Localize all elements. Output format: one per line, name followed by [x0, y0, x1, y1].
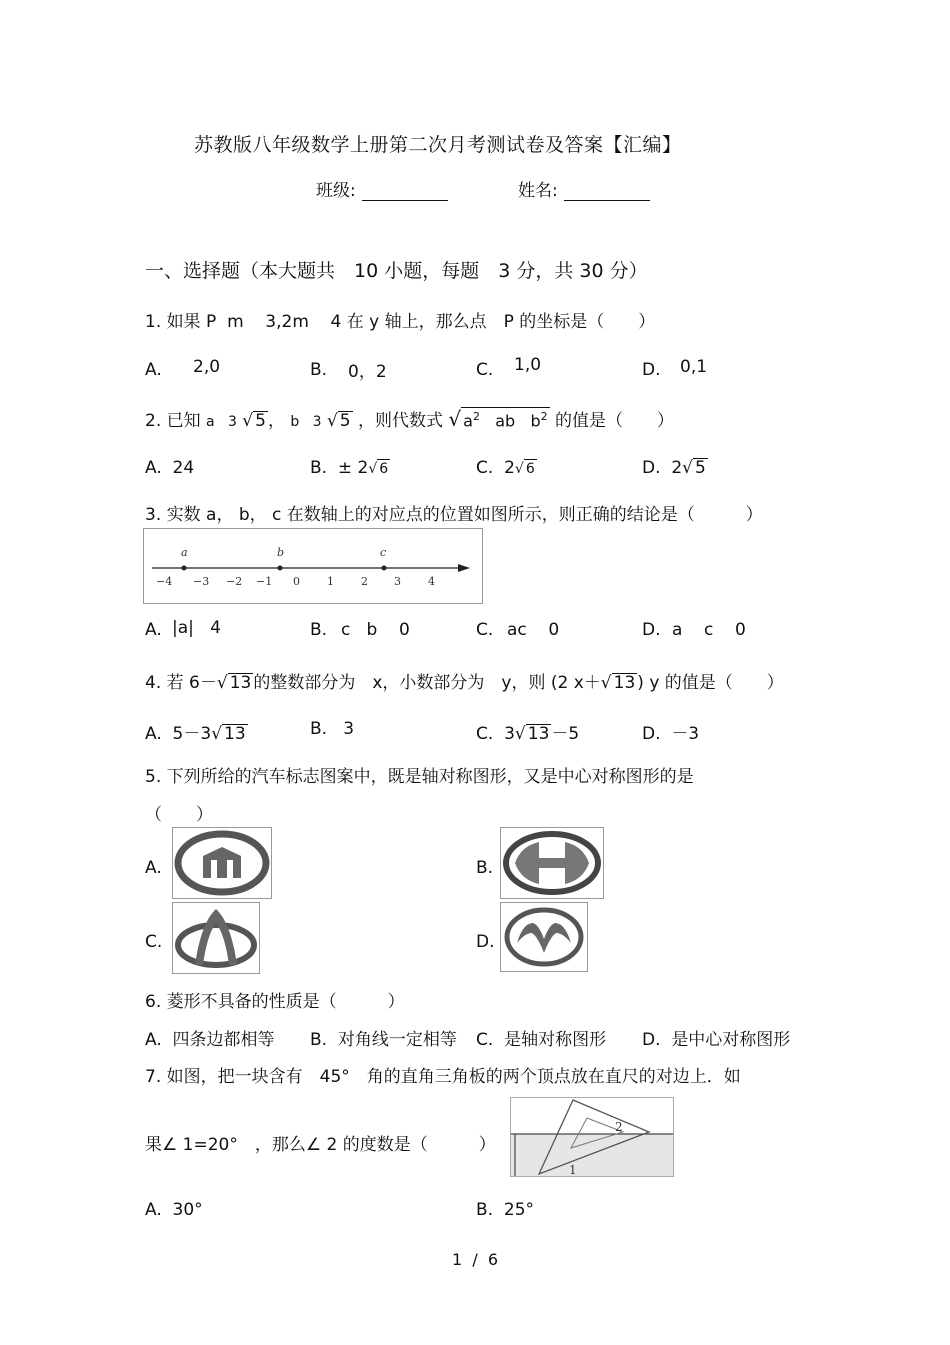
q3-option-c-value: ac 0 [507, 620, 560, 640]
tick-neg4: −4 [156, 575, 173, 588]
q6-option-c-label: C. [476, 1030, 494, 1050]
q6-option-b-label: B. [310, 1030, 328, 1050]
q7-option-b-label: B. [476, 1200, 494, 1220]
q4-option-c-post: －5 [551, 724, 580, 744]
q4-radicand-1: 13 [229, 673, 252, 693]
q6-option-c [476, 1025, 606, 1050]
q2-option-d-label: D. [642, 458, 661, 478]
q6-option-d-label: D. [642, 1030, 661, 1050]
q3-option-c-label: C. [476, 620, 494, 640]
q2-mid: ，则代数式 [358, 411, 444, 431]
q6-option-b-value: 对角线一定相等 [337, 1030, 457, 1050]
q1-option-c-value: 1,0 [514, 355, 542, 375]
q2-a-radicand: 5 [255, 411, 266, 431]
q2-expr-a: a [463, 411, 473, 430]
q4-option-d [642, 719, 699, 744]
q1-expr: P m 3,2m 4 [206, 312, 342, 332]
q2-option-b [310, 458, 390, 478]
q7-option-b-value: 25° [503, 1200, 535, 1220]
tick-neg1: −1 [256, 575, 273, 588]
name-label: 姓名: [518, 181, 558, 201]
number-line-svg [144, 529, 482, 603]
q4-option-d-value: －3 [671, 724, 700, 744]
q6-text: 菱形不具备的性质是（ ） [166, 992, 405, 1012]
q2-option-c-value: 2 [504, 458, 515, 478]
q5-option-b-label: B. [476, 858, 494, 878]
q2-expr-ab: ab [495, 411, 516, 430]
page-number: 1 / 6 [452, 1250, 499, 1269]
q2-b-lhs: b 3 [290, 414, 322, 430]
q6-option-a-value: 四条边都相等 [172, 1030, 275, 1050]
class-field [316, 176, 448, 201]
q4-pre: 若 6－ [166, 673, 217, 693]
q4-option-a-label: A. [145, 724, 162, 744]
point-c [382, 566, 387, 571]
point-c-label: c [380, 546, 387, 559]
number-line-figure [143, 528, 483, 604]
angle-2-label: 2 [615, 1120, 623, 1134]
great-wall-logo [172, 827, 272, 899]
q1-pre: 如果 [166, 312, 201, 332]
tick-0: 0 [293, 575, 300, 588]
q4-number: 4. [145, 673, 162, 693]
question-7 [145, 1062, 741, 1087]
q2-option-c-label: C. [476, 458, 494, 478]
question-2: 2. 已知 a 3 √ 5 ， b 3 √ 5 ，则代数式 √ $a^2$ ab $b^2$ 的值是（ ） [145, 407, 675, 431]
point-a [182, 566, 187, 571]
q2-option-b-value: ± 2 [337, 458, 369, 478]
q6-number: 6. [145, 992, 162, 1012]
q2-a-lhs: a 3 [206, 414, 237, 430]
q3-option-d-label: D. [642, 620, 661, 640]
q7-line1: 如图，把一块含有 45° 角的直角三角板的两个顶点放在直尺的对边上．如 [166, 1067, 741, 1087]
q2-option-a-value: 24 [172, 458, 195, 478]
q2-a-radical: √ 5 [242, 411, 266, 431]
name-blank [564, 182, 650, 201]
q2-option-c-radical: √ 6 [514, 461, 535, 477]
q6-option-a-label: A. [145, 1030, 162, 1050]
q4-radicand-2: 13 [613, 673, 636, 693]
q2-option-d-radical: √ 5 [682, 458, 706, 478]
q5-text: 下列所给的汽车标志图案中，既是轴对称图形，又是中心对称图形的是 [166, 767, 694, 787]
q4-option-c-radical: √ 13 [514, 724, 550, 744]
q3-option-b-value: c b 0 [341, 620, 410, 640]
q1-post: 在 y 轴上，那么点 P 的坐标是（ ） [346, 312, 656, 332]
mazda-logo [500, 902, 588, 972]
q5-number: 5. [145, 767, 162, 787]
q7-option-b [476, 1200, 534, 1220]
q4-option-c-label: C. [476, 724, 494, 744]
point-b [278, 566, 283, 571]
q4-radical-1: √ 13 [216, 673, 252, 693]
q7-number: 7. [145, 1067, 162, 1087]
q2-option-d [642, 458, 708, 478]
q4-option-c-pre: 3 [504, 724, 515, 744]
q2-option-c [476, 458, 537, 478]
q4-option-c-radicand: 13 [527, 724, 550, 744]
hino-logo-svg [501, 828, 603, 898]
great-wall-logo-svg [173, 828, 271, 898]
q6-option-b [310, 1025, 457, 1050]
q6-option-a [145, 1025, 275, 1050]
q2-option-b-radical: √ 6 [368, 461, 389, 477]
q3-option-b-label: B. [310, 620, 328, 640]
q4-option-d-label: D. [642, 724, 661, 744]
q2-pre: 已知 [166, 411, 201, 431]
q3-number: 3. [145, 505, 162, 525]
q1-option-a-value: 2,0 [193, 357, 221, 377]
q2-b-radical: √ 5 [326, 411, 351, 431]
point-a-label: a [181, 546, 188, 559]
triangle-ruler-svg [511, 1098, 673, 1176]
q2-b-radicand: 5 [339, 411, 351, 431]
number-line-arrow [458, 564, 470, 572]
q2-post: 的值是（ ） [555, 411, 675, 431]
q6-option-d-value: 是中心对称图形 [671, 1030, 791, 1050]
q4-option-b-value: 3 [343, 719, 355, 739]
q5-option-d-label: D. [476, 932, 495, 952]
q2-expr-b-exp: 2 [540, 409, 548, 423]
q4-mid: 的整数部分为 x，小数部分为 y，则 (2 x＋ [253, 673, 601, 693]
ruler-shape [511, 1134, 673, 1176]
q2-option-b-radicand: 6 [379, 461, 389, 477]
q1-option-d-value: 0,1 [680, 357, 708, 377]
q2-option-b-label: B. [310, 458, 328, 478]
q7-option-a-value: 30° [172, 1200, 203, 1220]
q3-text: 实数 a， b， c 在数轴上的对应点的位置如图所示，则正确的结论是（ ） [166, 505, 763, 525]
class-blank [362, 182, 448, 201]
q7-option-a [145, 1200, 203, 1220]
q1-option-a [145, 360, 162, 380]
q4-option-a-pre: 5－3 [172, 724, 212, 744]
q4-post: ) y 的值是（ ） [637, 673, 784, 693]
changan-logo [172, 902, 260, 974]
q4-option-a [145, 719, 248, 744]
q5-paren: （ ） [145, 805, 213, 825]
q2-expr-a-exp: 2 [472, 409, 480, 423]
question-3 [145, 500, 763, 525]
q4-option-a-radicand: 13 [224, 724, 246, 744]
question-1 [145, 307, 655, 332]
q2-option-d-value: 2 [671, 458, 683, 478]
q4-option-b-label: B. [310, 719, 328, 739]
tick-3: 3 [394, 575, 401, 588]
q2-expr-b: b [530, 411, 541, 430]
q5-option-c-label: C. [145, 932, 163, 952]
q6-option-d [642, 1025, 790, 1050]
hino-logo [500, 827, 604, 899]
q2-option-c-radicand: 6 [525, 461, 535, 477]
tick-neg3: −3 [193, 575, 210, 588]
question-6 [145, 987, 405, 1012]
q1-option-d-label: D. [642, 360, 661, 380]
name-field [518, 176, 650, 201]
q4-option-a-radical: √ 13 [211, 724, 246, 744]
q1-option-c-label: C. [476, 360, 494, 380]
q2-option-d-radicand: 5 [694, 458, 706, 478]
angle-1-label: 1 [569, 1163, 577, 1176]
mazda-logo-svg [501, 903, 587, 971]
q7-option-a-label: A. [145, 1200, 162, 1220]
q1-option-a-label: A. [145, 360, 162, 380]
triangle-ruler-figure [510, 1097, 674, 1177]
tick-neg2: −2 [226, 575, 243, 588]
q3-option-d-value: a c 0 [672, 620, 746, 640]
point-b-label: b [277, 546, 285, 559]
tick-2: 2 [361, 575, 368, 588]
page-title: 苏教版八年级数学上册第二次月考测试卷及答案【汇编】 [194, 134, 682, 156]
section-heading: 一、选择题（本大题共 10 小题，每题 3 分，共 30 分） [145, 260, 648, 282]
q4-radical-2: √ 13 [600, 673, 636, 693]
q2-number: 2. [145, 411, 162, 431]
changan-logo-svg [173, 903, 259, 973]
class-label: 班级: [316, 181, 356, 201]
q6-option-c-value: 是轴对称图形 [504, 1030, 607, 1050]
q3-option-a-label: A. [145, 620, 162, 640]
q7-line2: 果∠ 1=20° ，那么∠ 2 的度数是（ ） [145, 1135, 496, 1155]
q4-option-c [476, 719, 579, 744]
q5-option-a-label: A. [145, 858, 162, 878]
q2-option-a [145, 458, 194, 478]
q4-option-b [310, 719, 354, 739]
q2-expression-radicand [461, 407, 549, 430]
question-4 [145, 668, 784, 693]
q3-option-a-value: |a| 4 [172, 618, 221, 638]
tick-1: 1 [327, 575, 334, 588]
q1-option-b-label: B. [310, 360, 328, 380]
question-5 [145, 762, 694, 787]
q1-number: 1. [145, 312, 162, 332]
q2-option-a-label: A. [145, 458, 162, 478]
q1-option-b-value: 0，2 [348, 362, 387, 382]
tick-4: 4 [428, 575, 435, 588]
q2-expression: √ $a^2$ ab $b^2$ [448, 407, 548, 431]
